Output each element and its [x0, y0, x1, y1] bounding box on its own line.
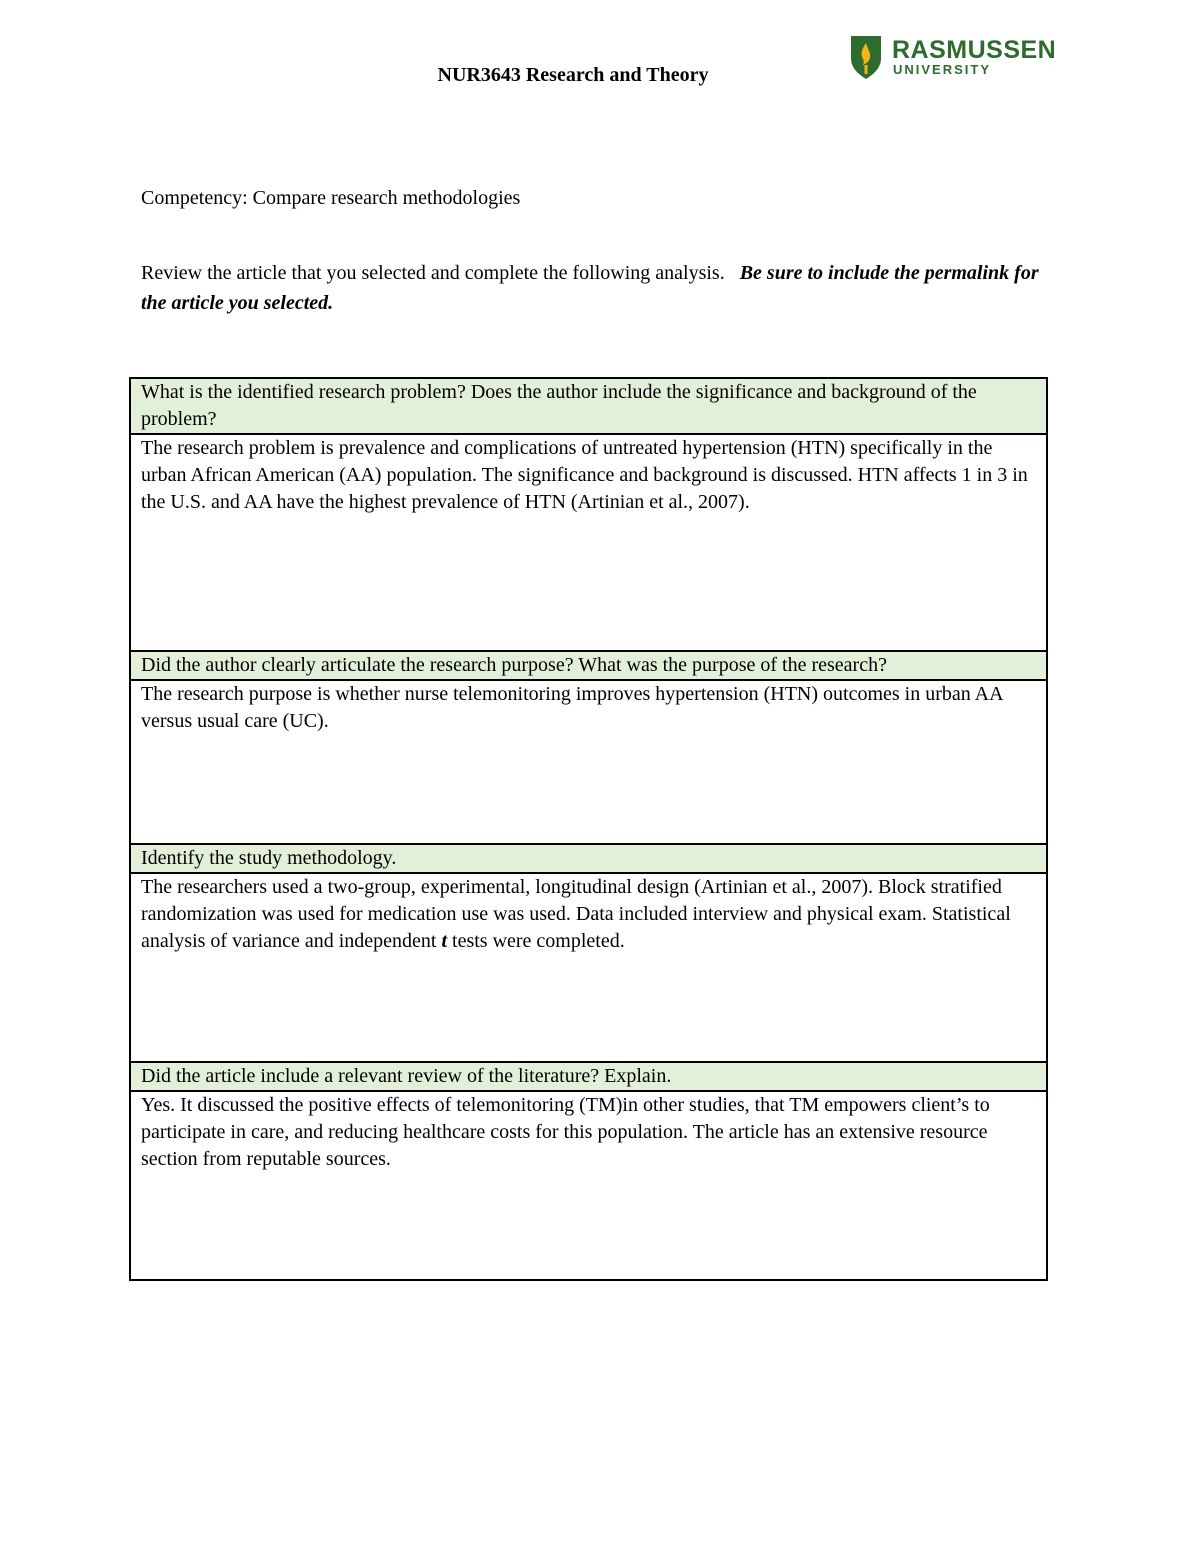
- answer-cell[interactable]: Yes. It discussed the positive effects of telemonitoring (TM)in other studies, that TM empowers client’s to participate in care, and reducing healthcare costs for this population. The article has an extensive resource section from reputable sources.: [130, 1091, 1047, 1280]
- table-row: [130, 1062, 1047, 1091]
- instructions: [141, 258, 1041, 318]
- question-cell: Did the article include a relevant review of the literature? Explain.: [130, 1062, 1047, 1091]
- table-row: [130, 873, 1047, 1062]
- document-title: NUR3643 Research and Theory: [437, 64, 709, 86]
- question-cell: Did the author clearly articulate the research purpose? What was the purpose of the research?: [130, 651, 1047, 680]
- answer-cell[interactable]: The research problem is prevalence and complications of untreated hypertension (HTN) specifically in the urban African American (AA) population. The significance and background is discussed. HTN affects 1 in 3 in the U.S. and AA have the highest prevalence of HTN (Artinian et al., 2007).: [130, 434, 1047, 651]
- competency-statement: Competency: Compare research methodologies: [141, 187, 521, 209]
- instructions-emphasis: Be sure to include the permalink for the article you selected.: [141, 262, 1039, 314]
- answer-cell[interactable]: The research purpose is whether nurse telemonitoring improves hypertension (HTN) outcomes in urban AA versus usual care (UC).: [130, 680, 1047, 844]
- university-logo: [848, 34, 1058, 82]
- answer-text: tests were completed.: [452, 930, 625, 952]
- table-row: [130, 434, 1047, 651]
- question-cell: What is the identified research problem? Does the author include the significance and background of the problem?: [130, 378, 1047, 434]
- table-row: [130, 844, 1047, 873]
- logo-subtitle: UNIVERSITY: [893, 62, 992, 77]
- analysis-table: [129, 377, 1048, 1281]
- logo-wordmark: RASMUSSEN: [892, 36, 1057, 64]
- table-row: [130, 378, 1047, 434]
- table-row: [130, 1091, 1047, 1280]
- t-statistic-symbol: t: [441, 930, 448, 952]
- instructions-text: Review the article that you selected and complete the following analysis.: [141, 262, 725, 284]
- torch-shield-icon: [848, 34, 884, 80]
- question-cell: Identify the study methodology.: [130, 844, 1047, 873]
- answer-cell[interactable]: [130, 873, 1047, 1062]
- table-row: [130, 680, 1047, 844]
- table-row: [130, 651, 1047, 680]
- answer-text: The researchers used a two-group, experimental, longitudinal design (Artinian et al., 2007). Block stratified randomization was used for medication use was used. Data included interview and physical exam. Statistical analysis of variance and independent: [141, 876, 1011, 952]
